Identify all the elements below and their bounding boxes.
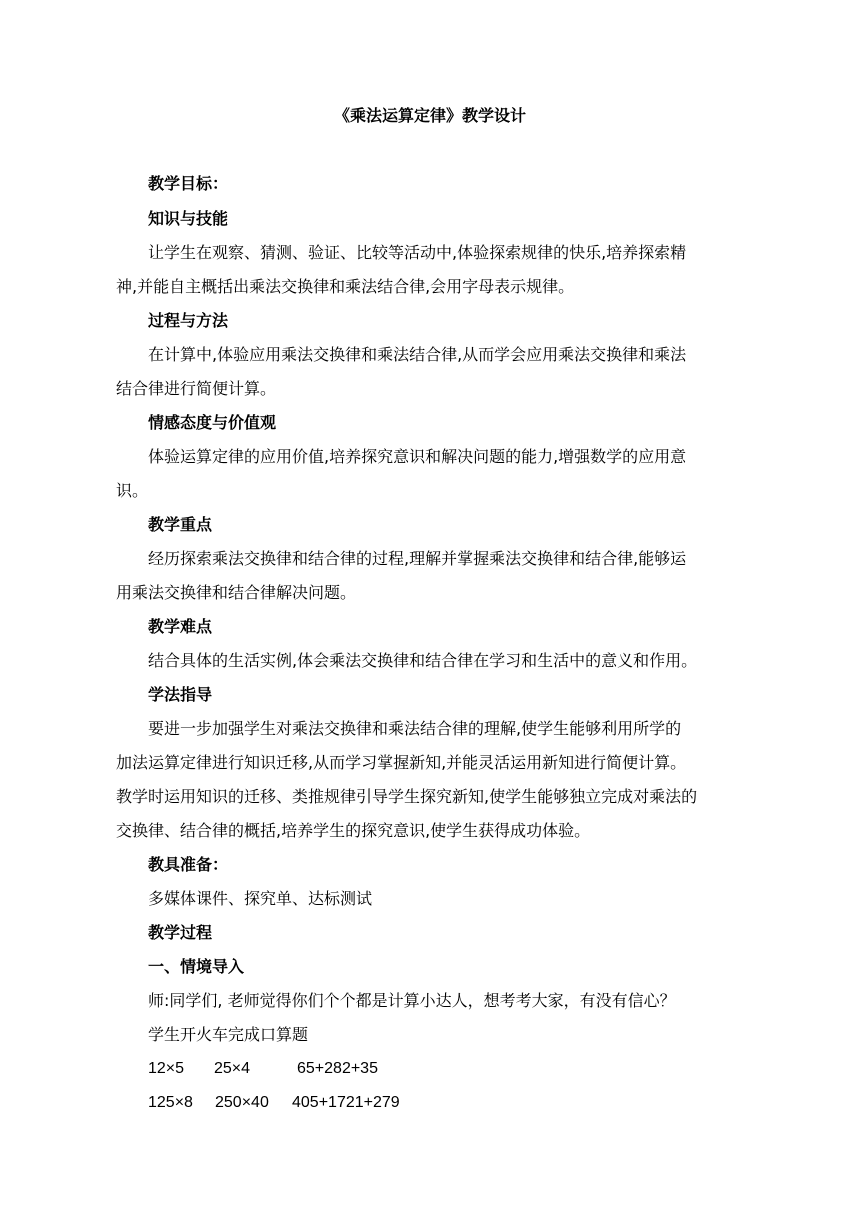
calc-item: 65+282+35 — [297, 1060, 378, 1077]
situation-heading: 一、情境导入 — [148, 957, 245, 976]
calc-item: 12×5 — [148, 1060, 185, 1077]
calc-item: 125×8 — [148, 1094, 193, 1111]
process-section-heading: 教学过程 — [148, 923, 213, 942]
knowledge-line-1: 让学生在观察、猜测、验证、比较等活动中,体验探索规律的快乐,培养探索精 — [148, 243, 687, 262]
process-line-2: 结合律进行简便计算。 — [116, 379, 277, 398]
materials-heading: 教具准备： — [148, 855, 229, 874]
emotion-line-1: 体验运算定律的应用价值,培养探究意识和解决问题的能力,增强数学的应用意 — [148, 447, 687, 466]
key-points-line-1: 经历探索乘法交换律和结合律的过程,理解并掌握乘法交换律和结合律,能够运 — [148, 549, 687, 568]
process-heading: 过程与方法 — [148, 311, 229, 330]
emotion-line-2: 识。 — [116, 481, 149, 500]
document-title: 《乘法运算定律》教学设计 — [333, 106, 526, 125]
key-points-line-2: 用乘法交换律和结合律解决问题。 — [116, 583, 357, 602]
teacher-line: 师:同学们, 老师觉得你们个个都是计算小达人，想考考大家，有没有信心？ — [148, 991, 676, 1010]
method-line-2: 加法运算定律进行知识迁移,从而学习掌握新知,并能灵活运用新知进行简便计算。 — [116, 753, 687, 772]
difficulties-heading: 教学难点 — [148, 617, 213, 636]
objectives-heading: 教学目标： — [148, 174, 229, 193]
key-points-heading: 教学重点 — [148, 515, 213, 534]
method-line-4: 交换律、结合律的概括,培养学生的探究意识,使学生获得成功体验。 — [116, 821, 591, 840]
calc-item: 405+1721+279 — [292, 1094, 400, 1111]
method-heading: 学法指导 — [148, 685, 213, 704]
calc-item: 250×40 — [215, 1094, 269, 1111]
emotion-heading: 情感态度与价值观 — [148, 413, 277, 432]
knowledge-heading: 知识与技能 — [148, 209, 229, 228]
materials-text: 多媒体课件、探究单、达标测试 — [148, 889, 373, 908]
process-line-1: 在计算中,体验应用乘法交换律和乘法结合律,从而学会应用乘法交换律和乘法 — [148, 345, 687, 364]
method-line-1: 要进一步加强学生对乘法交换律和乘法结合律的理解,使学生能够利用所学的 — [148, 719, 682, 738]
knowledge-line-2: 神,并能自主概括出乘法交换律和乘法结合律,会用字母表示规律。 — [116, 277, 575, 296]
method-line-3: 教学时运用知识的迁移、类推规律引导学生探究新知,使学生能够独立完成对乘法的 — [116, 787, 698, 806]
students-line: 学生开火车完成口算题 — [148, 1025, 309, 1044]
calc-item: 25×4 — [214, 1060, 251, 1077]
difficulties-line-1: 结合具体的生活实例,体会乘法交换律和结合律在学习和生活中的意义和作用。 — [148, 651, 698, 670]
